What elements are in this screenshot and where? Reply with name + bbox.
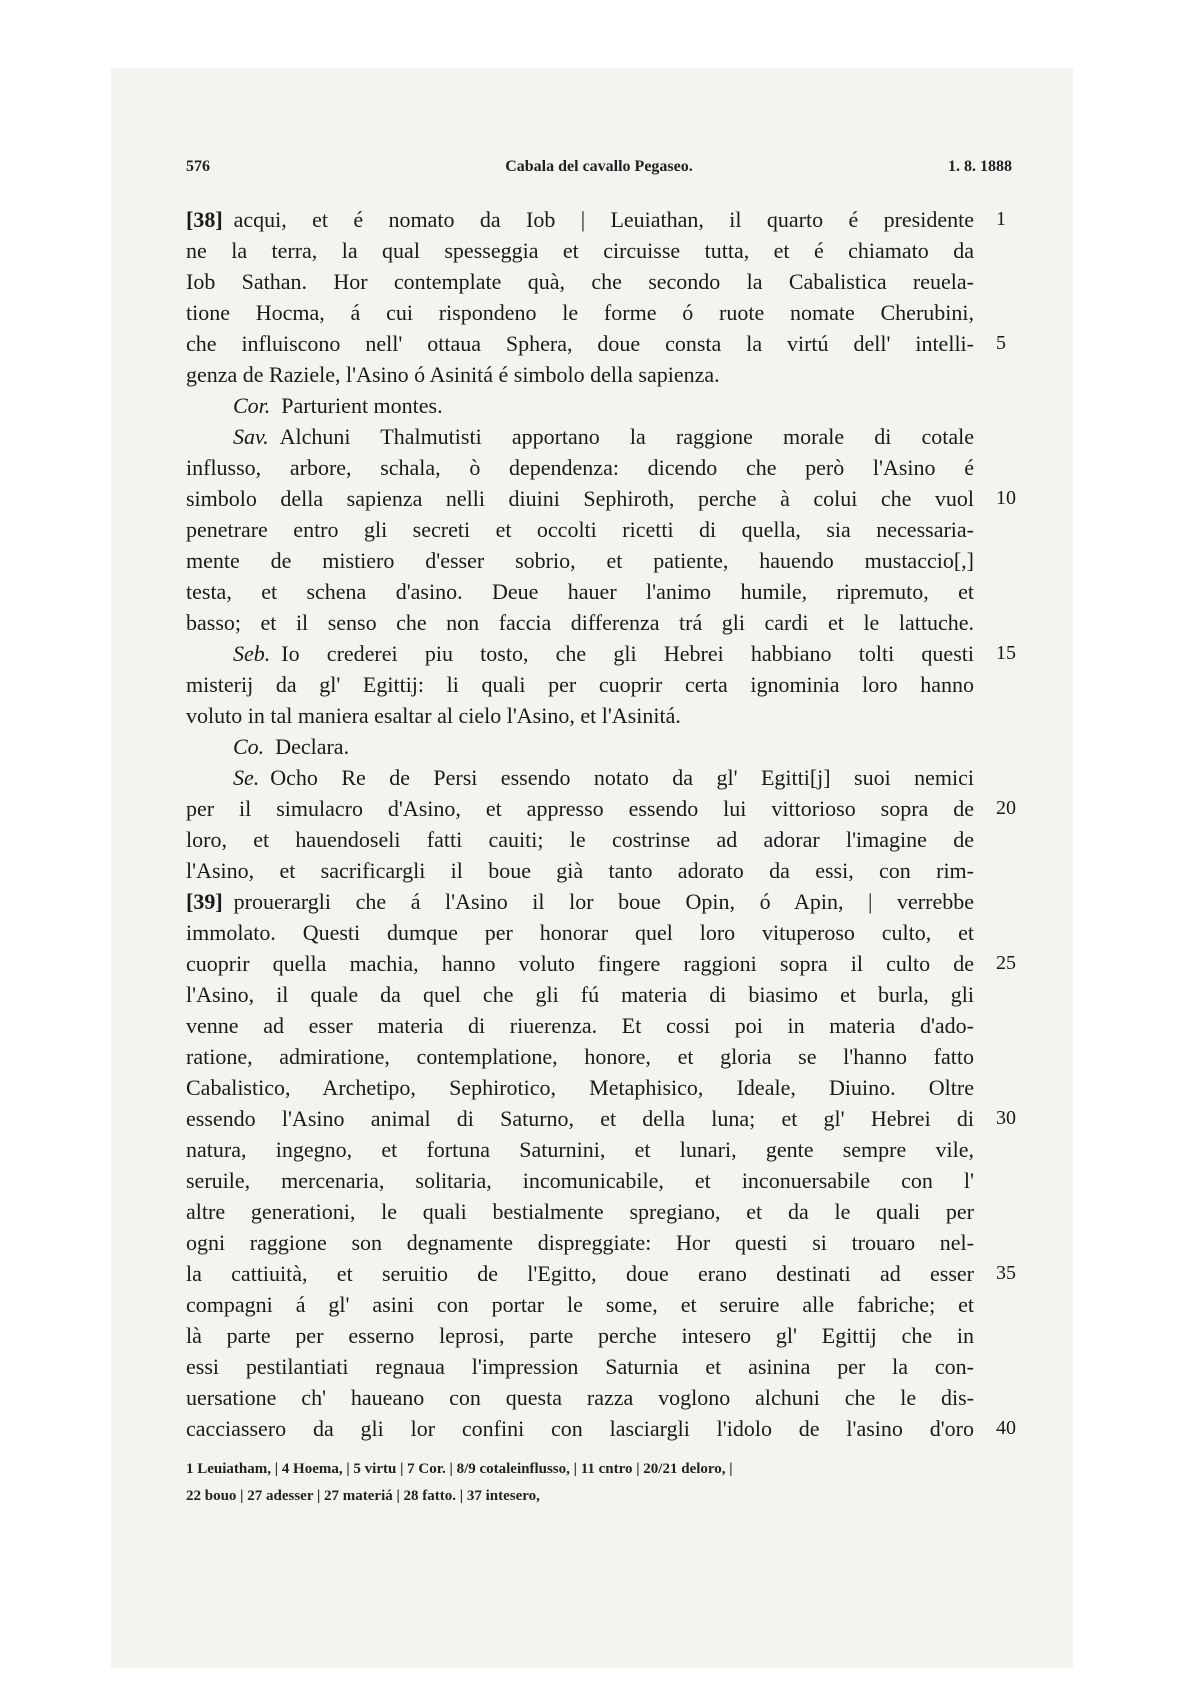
apparatus-notes [186, 1456, 1026, 1510]
folio-marker: [38] [186, 207, 223, 232]
line-text: misterij da gl' Egittij: li quali per cuoprir certa ignominia loro hanno [186, 672, 974, 697]
line-text: prouerargli che á l'Asino il lor boue Opin, ó Apin, | verrebbe [233, 889, 974, 914]
line-text: Cabalistico, Archetipo, Sephirotico, Metaphisico, Ideale, Diuino. Oltre [186, 1075, 974, 1100]
text-line [186, 1196, 974, 1227]
line-number: 40 [996, 1417, 1016, 1439]
line-text: immolato. Questi dumque per honorar quel loro vituperoso culto, et [186, 920, 974, 945]
line-text: compagni á gl' asini con portar le some, et seruire alle fabriche; et [186, 1292, 974, 1317]
line-number: 30 [996, 1107, 1016, 1129]
text-line [186, 359, 974, 390]
text-line [186, 1289, 974, 1320]
line-text: ne la terra, la qual spesseggia et circuisse tutta, et é chiamato da [186, 238, 974, 263]
line-text: essendo l'Asino animal di Saturno, et della luna; et gl' Hebrei di [186, 1106, 974, 1131]
text-line [186, 638, 1016, 669]
line-text: Parturient montes. [281, 393, 443, 418]
line-text: mente de mistiero d'esser sobrio, et patiente, hauendo mustaccio[,] [186, 548, 974, 573]
line-number: 25 [996, 952, 1016, 974]
line-text: la cattiuità, et seruitio de l'Egitto, doue erano destinati ad esser [186, 1261, 974, 1286]
text-line [186, 762, 974, 793]
text-line [186, 669, 974, 700]
running-header [186, 158, 1012, 182]
line-number: 15 [996, 642, 1016, 664]
line-text: tione Hocma, á cui rispondeno le forme ó ruote nomate Cherubini, [186, 300, 974, 325]
text-line [186, 514, 974, 545]
line-text: acqui, et é nomato da Iob | Leuiathan, il quarto é presidente [233, 207, 974, 232]
text-line [186, 297, 974, 328]
speaker-label: Cor. [233, 393, 271, 418]
line-text: voluto in tal maniera esaltar al cielo l'Asino, et l'Asinitá. [186, 703, 681, 728]
page-number: 576 [186, 158, 210, 175]
text-line [186, 824, 974, 855]
line-text: ogni raggione son degnamente dispreggiate: Hor questi si trouaro nel- [186, 1230, 974, 1255]
line-text: basso; et il senso che non faccia differenza trá gli cardi et le lattuche. [186, 610, 974, 635]
text-line [186, 1258, 1016, 1289]
line-text: ratione, admiratione, contemplatione, honore, et gloria se l'hanno fatto [186, 1044, 974, 1069]
line-text: testa, et schena d'asino. Deue hauer l'animo humile, ripremuto, et [186, 579, 974, 604]
line-number: 35 [996, 1262, 1016, 1284]
line-text: Alchuni Thalmutisti apportano la raggione morale di cotale [279, 424, 974, 449]
text-line [186, 979, 974, 1010]
note-line: 22 bouo | 27 adesser | 27 materiá | 28 fatto. | 37 intesero, [186, 1488, 540, 1504]
running-title: Cabala del cavallo Pegaseo. [505, 158, 693, 175]
text-line [186, 886, 974, 917]
text-line [186, 390, 974, 421]
line-text: genza de Raziele, l'Asino ó Asinitá é simbolo della sapienza. [186, 362, 720, 387]
text-line [186, 1134, 974, 1165]
line-text: venne ad esser materia di riuerenza. Et cossi poi in materia d'ado- [186, 1013, 974, 1038]
text-line [186, 793, 1016, 824]
text-line [186, 266, 974, 297]
line-text: che influiscono nell' ottaua Sphera, doue consta la virtú dell' intelli- [186, 331, 974, 356]
line-text: influsso, arbore, schala, ò dependenza: dicendo che però l'Asino é [186, 455, 974, 480]
line-text: penetrare entro gli secreti et occolti ricetti di quella, sia necessaria- [186, 517, 974, 542]
text-line [186, 1320, 974, 1351]
line-text: là parte per esserno leprosi, parte perche intesero gl' Egittij che in [186, 1323, 974, 1348]
text-line [186, 1382, 974, 1413]
text-line [186, 1103, 1016, 1134]
text-line [186, 328, 1006, 359]
speaker-label: Seb. [233, 641, 271, 666]
line-text: uersatione ch' haueano con questa razza voglono alchuni che le dis- [186, 1385, 974, 1410]
line-text: altre generationi, le quali bestialmente spregiano, et da le quali per [186, 1199, 974, 1224]
text-line [186, 1010, 974, 1041]
note-line: 1 Leuiatham, | 4 Hoema, | 5 virtu | 7 Cor. | 8/9 cotaleinflusso, | 11 cntro | 20/21 deloro, | [186, 1461, 733, 1477]
text-line [186, 452, 974, 483]
text-line [186, 607, 974, 638]
line-number: 1 [996, 208, 1006, 230]
text-line [186, 576, 974, 607]
line-text: Iob Sathan. Hor contemplate quà, che secondo la Cabalistica reuela- [186, 269, 974, 294]
line-text: Ocho Re de Persi essendo notato da gl' Egitti[j] suoi nemici [270, 765, 974, 790]
line-text: seruile, mercenaria, solitaria, incomunicabile, et inconuersabile con l' [186, 1168, 974, 1193]
line-number: 20 [996, 797, 1016, 819]
speaker-label: Sav. [233, 424, 269, 449]
line-text: natura, ingegno, et fortuna Saturnini, et lunari, gente sempre vile, [186, 1137, 974, 1162]
text-line [186, 700, 974, 731]
text-line [186, 1165, 974, 1196]
line-text: cuoprir quella machia, hanno voluto fingere raggioni sopra il culto de [186, 951, 974, 976]
text-line [186, 204, 1006, 235]
line-number: 10 [996, 487, 1016, 509]
line-text: l'Asino, et sacrificargli il boue già tanto adorato da essi, con rim- [186, 858, 974, 883]
line-text: l'Asino, il quale da quel che gli fú materia di biasimo et burla, gli [186, 982, 974, 1007]
line-text: per il simulacro d'Asino, et appresso essendo lui vittorioso sopra de [186, 796, 974, 821]
text-line [186, 421, 974, 452]
speaker-label: Co. [233, 734, 265, 759]
line-number: 5 [996, 332, 1006, 354]
line-text: cacciassero da gli lor confini con lasciargli l'idolo de l'asino d'oro [186, 1416, 974, 1441]
line-text: essi pestilantiati regnaua l'impression Saturnia et asinina per la con- [186, 1354, 974, 1379]
text-line [186, 1227, 974, 1258]
text-line [186, 855, 974, 886]
line-text: Declara. [275, 734, 350, 759]
main-text [186, 204, 1016, 1444]
line-text: simbolo della sapienza nelli diuini Sephiroth, perche à colui che vuol [186, 486, 974, 511]
text-line [186, 235, 974, 266]
text-line [186, 948, 1016, 979]
text-line [186, 1041, 974, 1072]
text-line [186, 1351, 974, 1382]
text-line [186, 731, 974, 762]
text-line [186, 545, 974, 576]
speaker-label: Se. [233, 765, 260, 790]
text-line [186, 1072, 974, 1103]
text-line [186, 483, 1016, 514]
text-line [186, 1413, 1016, 1444]
folio-marker: [39] [186, 889, 223, 914]
line-text: loro, et hauendoseli fatti cauiti; le costrinse ad adorar l'imagine de [186, 827, 974, 852]
text-line [186, 917, 974, 948]
line-text: Io crederei piu tosto, che gli Hebrei habbiano tolti questi [281, 641, 974, 666]
header-date: 1. 8. 1888 [948, 158, 1012, 175]
